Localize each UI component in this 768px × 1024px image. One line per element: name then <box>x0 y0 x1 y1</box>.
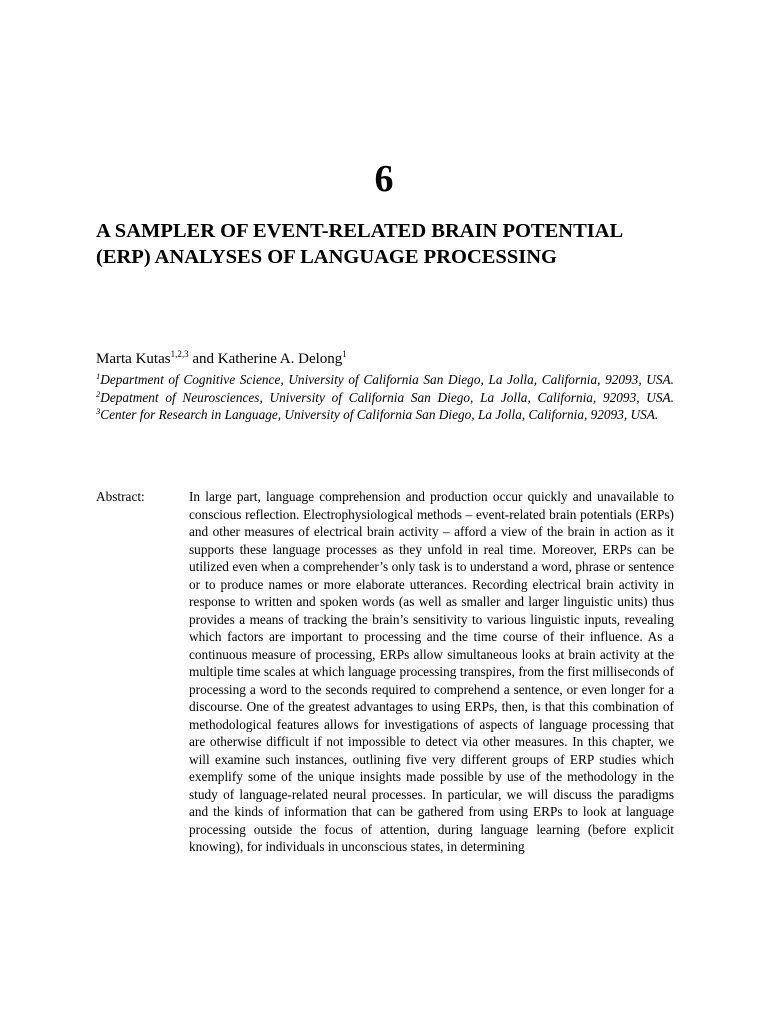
affiliations <box>96 371 674 424</box>
author-affiliation-mark: 1 <box>342 349 347 359</box>
affiliation-text: Center for Research in Language, University of California San Diego, La Jolla, California, 92093, USA. <box>100 407 659 423</box>
author-connector: and <box>188 351 218 367</box>
author-name: Katherine A. Delong <box>217 351 343 367</box>
affiliation-mark: 3 <box>96 406 101 417</box>
abstract-label: Abstract: <box>96 489 145 504</box>
affiliation-text: Department of Cognitive Science, University of California San Diego, La Jolla, California, 92093, USA. <box>100 372 674 387</box>
affiliation-mark: 2 <box>96 388 101 399</box>
author-affiliation-mark: 1,2,3 <box>170 349 189 359</box>
affiliation-text: Depatment of Neurosciences, University of California San Diego, La Jolla, California, 92093, USA. <box>100 389 674 405</box>
author-line <box>96 350 676 369</box>
author-name: Marta Kutas <box>96 351 171 367</box>
abstract-text: In large part, language comprehension and production occur quickly and unavailable to conscious reflection. Electrophysiological methods – event-related brain potentials (ERPs) and other measures of electrical brain activity – afford a view of the brain in action as it supports these language processes as they unfold in real time. Moreover, ERPs can be utilized even when a comprehender’s only task is to understand a word, phrase or sentence or to produce names or more elaborate utterances. Recording electrical brain activity in response to written and spoken words (as well as smaller and larger linguistic units) thus provides a means of tracking the brain’s sensitivity to various linguistic inputs, revealing which factors are important to processing and the time course of their influence. As a continuous measure of processing, ERPs allow simultaneous looks at brain activity at the multiple time scales at which language processing transpires, from the first milliseconds of processing a word to the seconds required to comprehend a sentence, or even longer for a discourse. One of the greatest advantages to using ERPs, then, is that this combination of methodological features allows for investigations of aspects of language processing that are otherwise difficult if not impossible to detect via other measures. In this chapter, we will examine such instances, outlining five very different groups of ERP studies which exemplify some of the unique insights made possible by use of the methodology in the study of language-related neural processes. In particular, we will discuss the paradigms and the kinds of information that can be gathered from using ERPs to look at language processing outside the focus of attention, during language learning (before explicit knowing), for individuals in unconscious states, in determining <box>189 489 674 854</box>
affiliation-mark: 1 <box>96 371 101 381</box>
chapter-number: 6 <box>374 158 394 200</box>
abstract-body <box>189 488 674 856</box>
chapter-title: A SAMPLER OF EVENT-RELATED BRAIN POTENTIAL (ERP) ANALYSES OF LANGUAGE PROCESSING <box>96 220 623 268</box>
